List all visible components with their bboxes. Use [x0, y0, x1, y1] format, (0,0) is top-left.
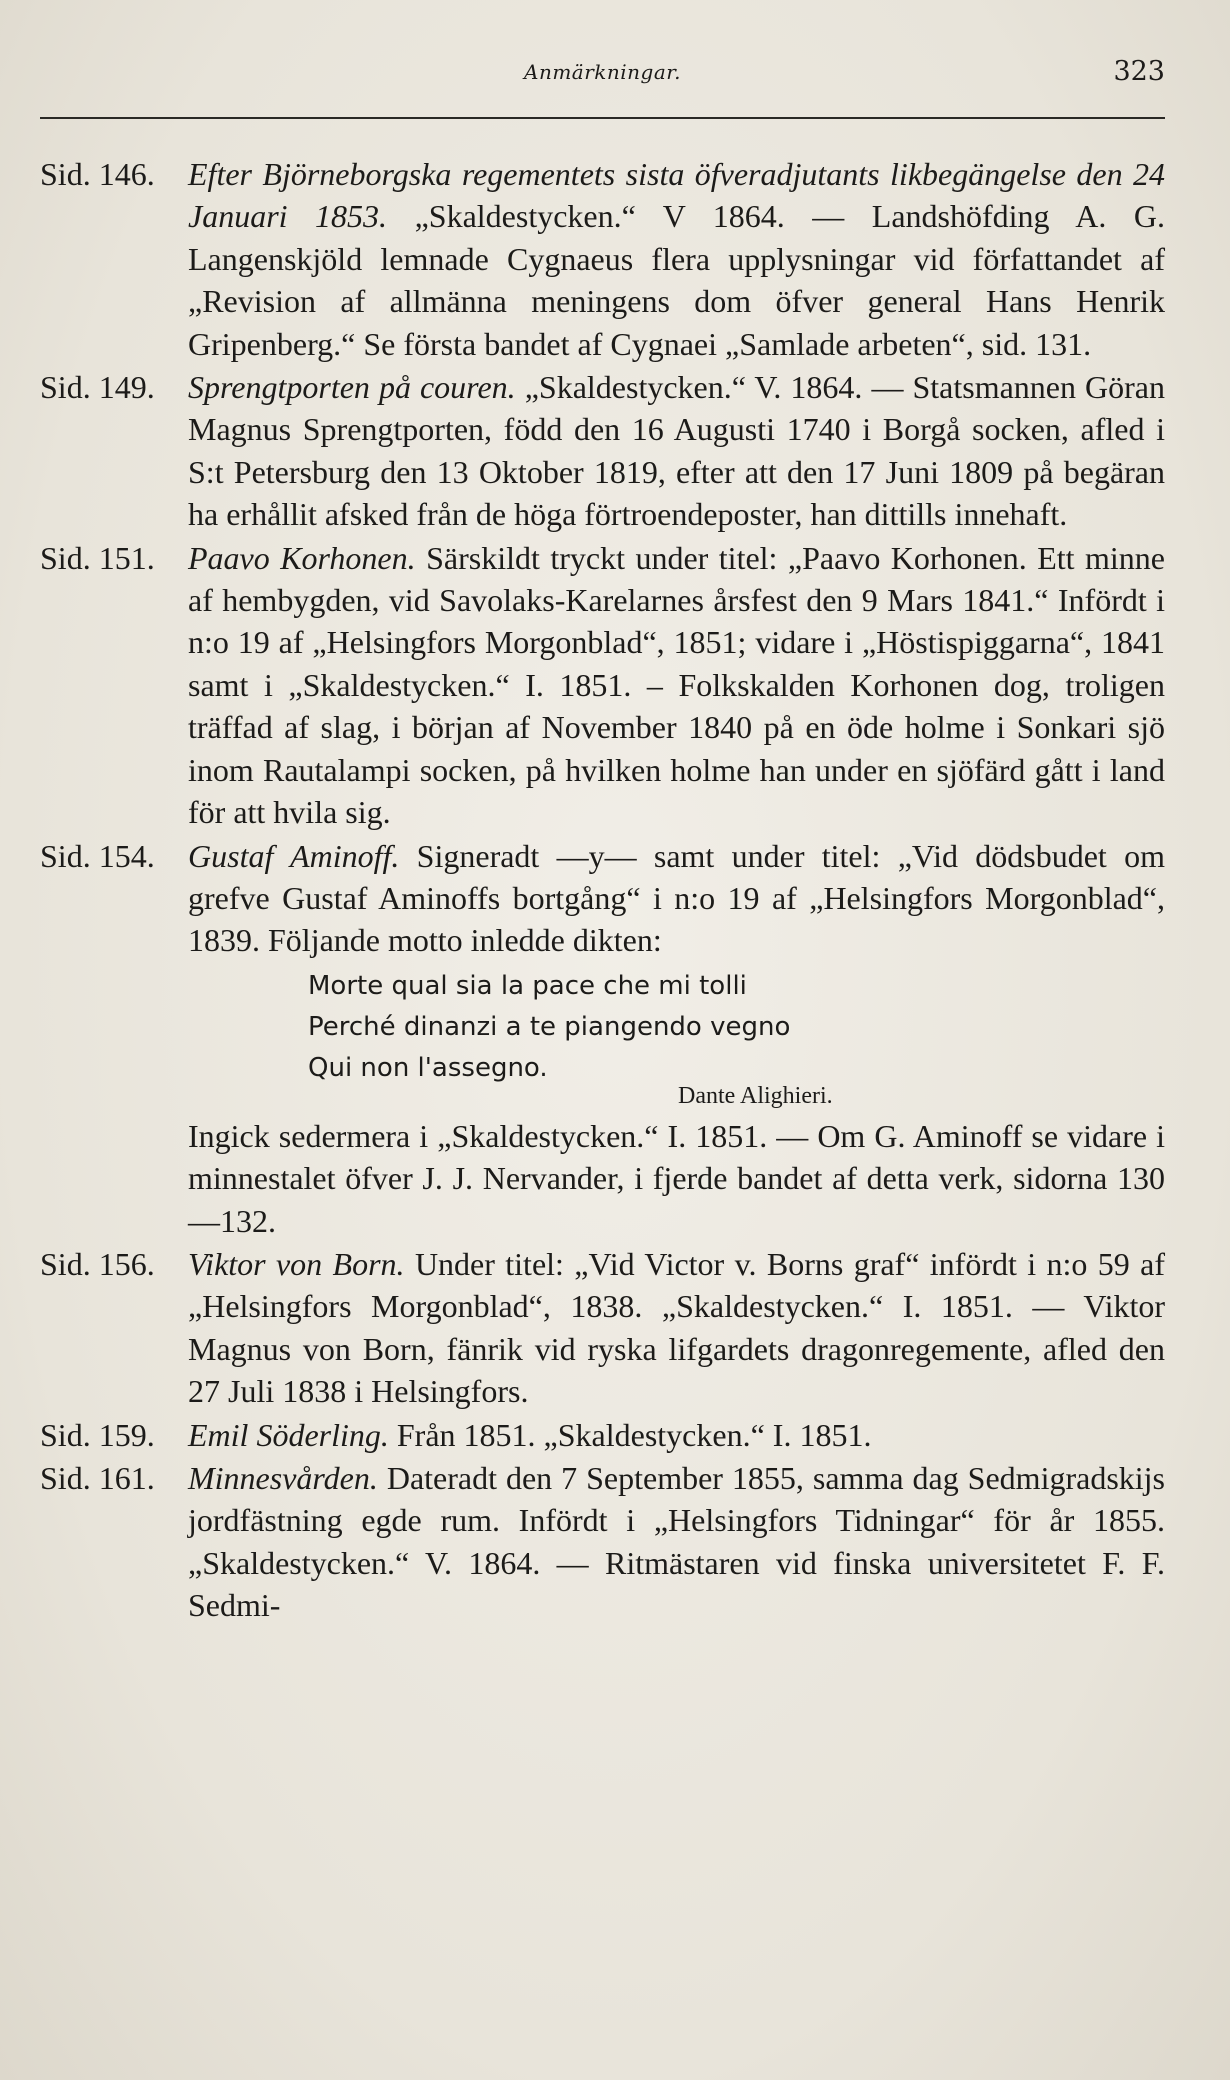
entry-title: Efter Björneborgska regementets sista öfveradjutants likbegängelse den 24 Januari 1853.	[188, 156, 1165, 235]
annotation-entry	[40, 153, 1165, 365]
motto-author: Dante Alighieri.	[678, 1082, 833, 1109]
entry-label: Sid. 149.	[40, 369, 155, 406]
annotation-list	[40, 153, 1165, 1627]
annotation-entry	[40, 537, 1165, 834]
annotation-entry	[40, 1414, 1165, 1456]
entry-label: Sid. 151.	[40, 539, 155, 576]
entry-text: „Skaldestycken.“ V 1864. — Landshöfding A. G. Langenskjöld lemnade Cygnaeus flera upplysningar vid författandet af „Revision af allmänna meningens dom öfver general Hans Henrik Gripenberg.“ Se första bandet af Cygnaei „Samlade arbeten“, sid. 131.	[188, 198, 1166, 362]
entry-label: Sid. 156.	[40, 1245, 155, 1282]
entry-text: „Skaldestycken.“ V. 1864. — Statsmannen Göran Magnus Sprengtporten, född den 16 Augusti 1740 i Borgå socken, afled i S:t Petersburg den 13 Oktober 1819, efter att den 17 Juni 1809 på begäran ha erhållit afsked från de höga förtroendeposter, han dittills innehaft.	[188, 369, 1166, 533]
motto-quote	[308, 966, 1165, 1113]
entry-title: Paavo Korhonen.	[188, 539, 427, 576]
annotation-entry	[40, 366, 1165, 536]
motto-line: Qui non l'assegno.	[308, 1052, 548, 1083]
page-number: 323	[1113, 56, 1165, 87]
entry-text: Dateradt den 7 September 1855, samma dag Sedmigradskijs jordfästning egde rum. Infördt i „Helsingfors Tidningar“ för år 1855. „Skaldestycken.“ V. 1864. — Ritmästaren vid finska universitetet F. F. Sedmi-	[188, 1459, 1165, 1624]
running-head	[40, 52, 1165, 92]
running-title: Anmärkningar.	[524, 60, 681, 84]
annotation-entry	[40, 1457, 1165, 1627]
entry-text: Under titel: „Vid Victor v. Borns graf“ infördt i n:o 59 af „Helsingfors Morgonblad“, 1838. „Skaldestycken.“ I. 1851. — Viktor Magnus von Born, fänrik vid ryska lifgardets dragonregemente, afled den 27 Juli 1838 i Helsingfors.	[188, 1245, 1166, 1410]
header-rule	[40, 117, 1165, 119]
entry-label: Sid. 154.	[40, 837, 155, 874]
entry-label: Sid. 161.	[40, 1459, 155, 1496]
entry-label: Sid. 146.	[40, 156, 155, 192]
entry-label: Sid. 159.	[40, 1416, 155, 1453]
entry-text: Särskildt tryckt under titel: „Paavo Korhonen. Ett minne af hembygden, vid Savolaks-Karelarnes årsfest den 9 Mars 1841.“ Infördt i n:o 19 af „Helsingfors Morgonblad“, 1851; vidare i „Höstispiggarna“, 1841 samt i „Skaldestycken.“ I. 1851. – Folkskalden Korhonen dog, troligen träffad af slag, i början af November 1840 på en öde holme i Sonkari sjö inom Rautalampi socken, på hvilken holme han under en sjöfärd gått i land för att hvila sig.	[188, 539, 1166, 831]
entry-title: Minnesvården.	[188, 1459, 387, 1496]
entry-title: Gustaf Aminoff.	[188, 837, 417, 874]
annotation-entry	[40, 1243, 1165, 1413]
motto-line: Morte qual sia la pace che mi tolli	[308, 970, 747, 1001]
annotation-entry	[40, 835, 1165, 1242]
entry-text-continued: Ingick sedermera i „Skaldestycken.“ I. 1851. — Om G. Aminoff se vidare i minnestalet öfver J. J. Nervander, i fjerde bandet af detta verk, sidorna 130—132.	[188, 1117, 1165, 1239]
motto-line: Perché dinanzi a te piangendo vegno	[308, 1011, 791, 1042]
entry-text: Signeradt —y— samt under titel: „Vid dödsbudet om grefve Gustaf Aminoffs bortgång“ i n:o 19 af „Helsingfors Morgonblad“, 1839. Följande motto inledde dikten:	[188, 837, 1166, 959]
entry-title: Sprengtporten på couren.	[188, 369, 525, 406]
entry-title: Emil Söderling.	[188, 1416, 397, 1453]
entry-text: Från 1851. „Skaldestycken.“ I. 1851.	[396, 1416, 872, 1453]
entry-title: Viktor von Born.	[188, 1245, 415, 1282]
